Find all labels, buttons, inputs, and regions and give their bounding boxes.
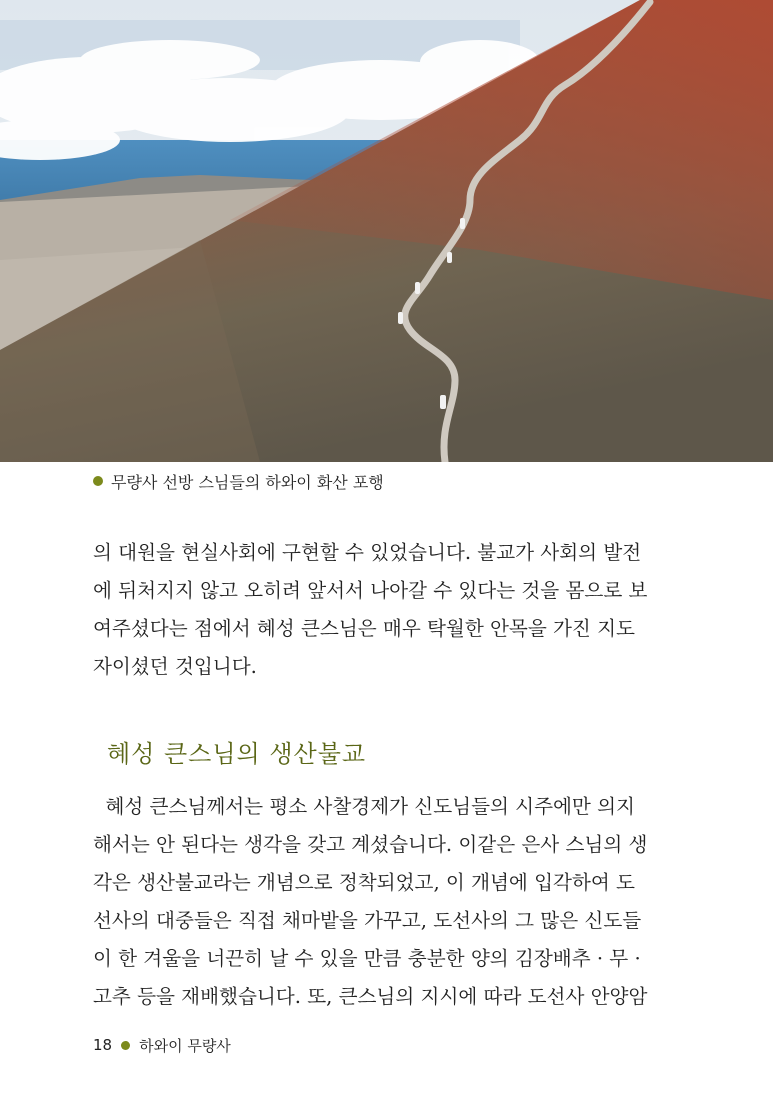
bullet-icon — [93, 476, 103, 486]
paragraph-line: 의 대원을 현실사회에 구현할 수 있었습니다. 불교가 사회의 발전 — [93, 541, 642, 564]
page-number: 18 — [93, 1036, 113, 1054]
paragraph-2 — [93, 788, 683, 1016]
paragraph-line: 해서는 안 된다는 생각을 갖고 계셨습니다. 이같은 은사 스님의 생 — [93, 833, 648, 856]
paragraph-line: 여주셨다는 점에서 혜성 큰스님은 매우 탁월한 안목을 가진 지도 — [93, 617, 635, 640]
paragraph-line: 고추 등을 재배했습니다. 또, 큰스님의 지시에 따라 도선사 안양암 — [93, 985, 648, 1008]
volcano-photo — [0, 0, 773, 462]
paragraph-1 — [93, 534, 683, 686]
book-title: 하와이 무량사 — [139, 1036, 231, 1055]
paragraph-line: 혜성 큰스님께서는 평소 사찰경제가 신도님들의 시주에만 의지 — [93, 795, 635, 818]
paragraph-line: 자이셨던 것입니다. — [93, 655, 257, 678]
paragraph-line: 에 뒤처지지 않고 오히려 앞서서 나아갈 수 있다는 것을 몸으로 보 — [93, 579, 648, 602]
section-heading: 혜성 큰스님의 생산불교 — [107, 740, 367, 768]
paragraph-line: 각은 생산불교라는 개념으로 정착되었고, 이 개념에 입각하여 도 — [93, 871, 635, 894]
caption-text: 무량사 선방 스님들의 하와이 화산 포행 — [111, 472, 384, 492]
page-footer — [93, 1032, 231, 1058]
bullet-icon — [121, 1041, 130, 1050]
paragraph-line: 선사의 대중들은 직접 채마밭을 가꾸고, 도선사의 그 많은 신도들 — [93, 909, 642, 932]
photo-caption — [93, 469, 384, 493]
paragraph-line: 이 한 겨울을 너끈히 날 수 있을 만큼 충분한 양의 김장배추 · 무 · — [93, 947, 641, 970]
